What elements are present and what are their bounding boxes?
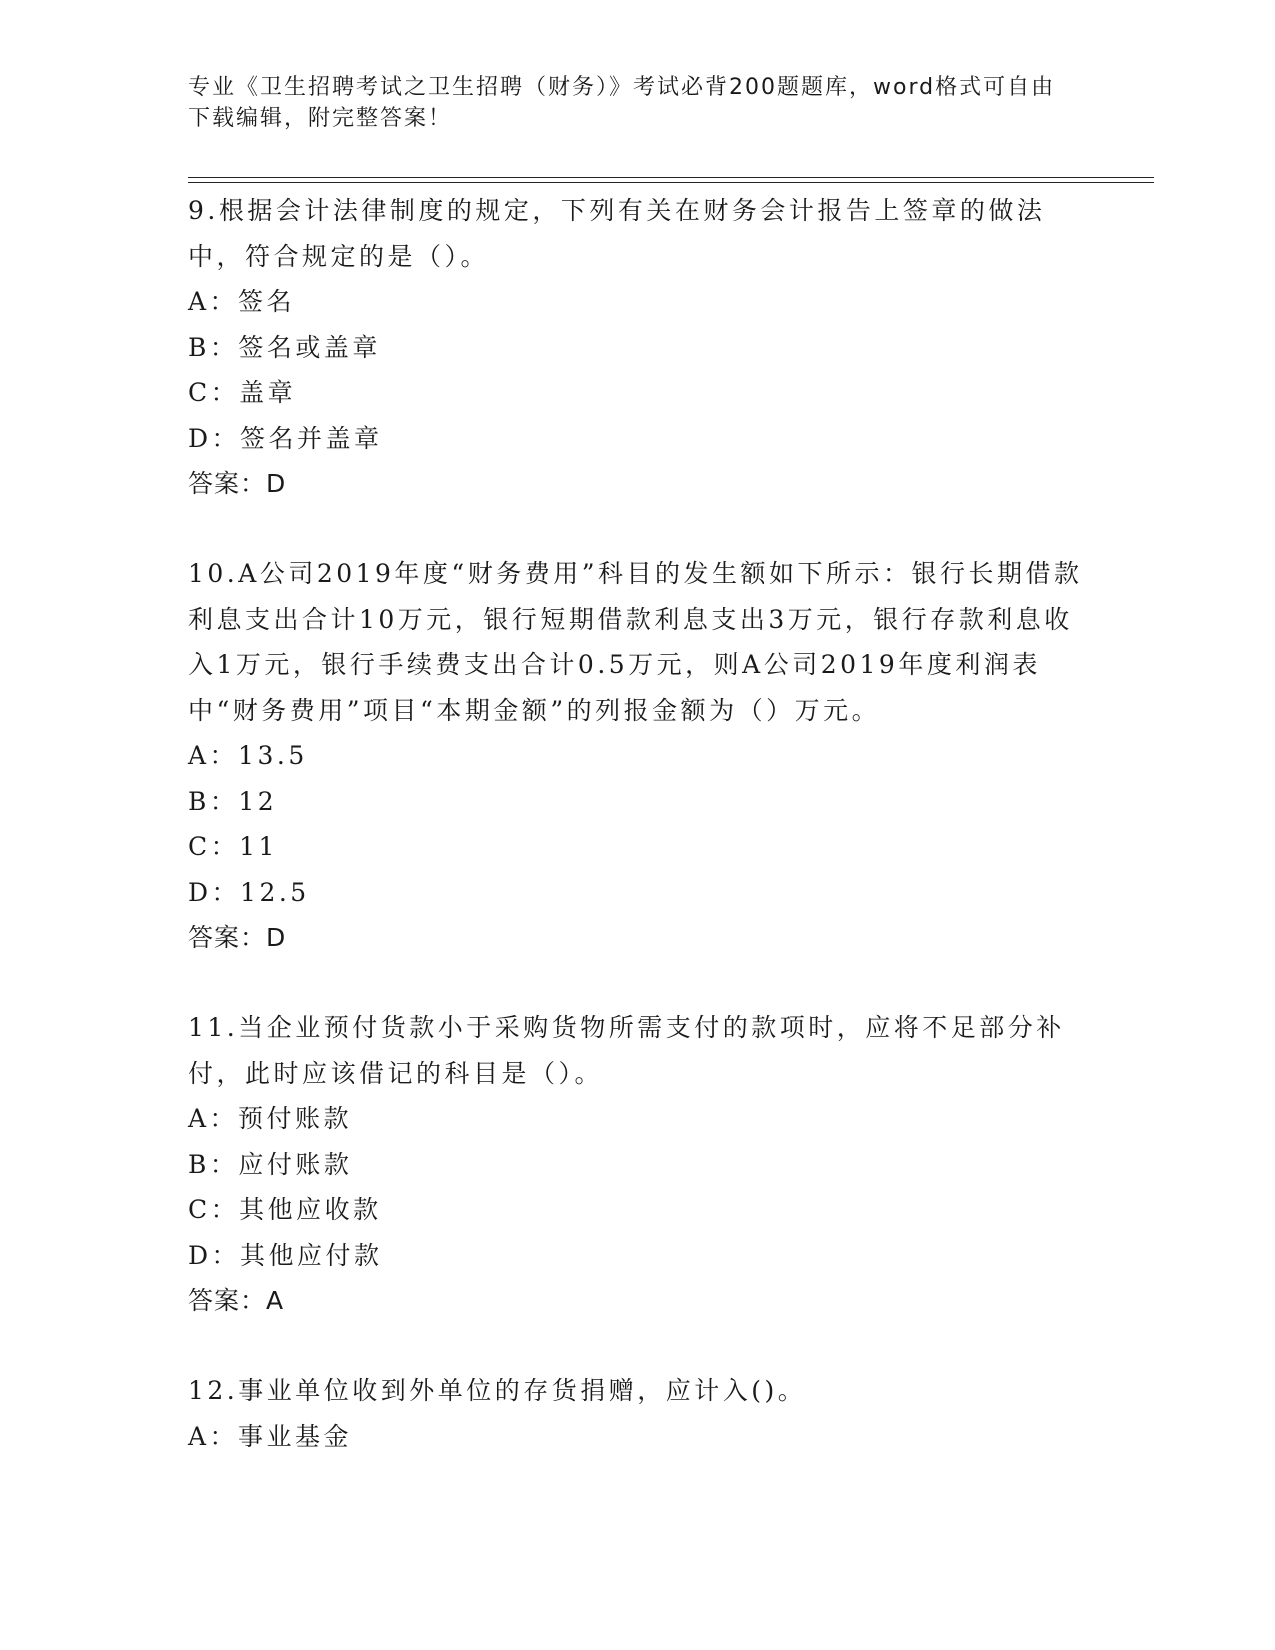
question-11: [188, 1005, 1088, 1324]
option-b: B：12: [188, 786, 278, 816]
option-b: B：应付账款: [188, 1149, 353, 1179]
question-12: [188, 1368, 1088, 1459]
header-divider-top: [188, 177, 1154, 178]
answer-line: 答案：D: [188, 469, 287, 498]
document-header: 专业《卫生招聘考试之卫生招聘（财务）》考试必背200题题库，word格式可自由下载编辑，附完整答案！: [188, 75, 1056, 131]
option-a: A：签名: [188, 287, 296, 316]
question-stem: 10.A公司2019年度“财务费用”科目的发生额如下所示：银行长期借款利息支出合计10万元，银行短期借款利息支出3万元，银行存款利息收入1万元，银行手续费支出合计0.5万元，则A公司2019年度利润表中“财务费用”项目“本期金额”的列报金额为（）万元。: [188, 559, 1083, 725]
header-divider-bottom: [188, 182, 1154, 183]
question-stem: 12.事业单位收到外单位的存货捐赠，应计入()。: [188, 1376, 807, 1405]
option-d: D：12.5: [188, 877, 310, 907]
answer-line: 答案：A: [188, 1286, 285, 1315]
option-a: A：13.5: [188, 741, 308, 770]
option-d: D：其他应付款: [188, 1240, 383, 1270]
answer-line: 答案：D: [188, 923, 287, 952]
question-stem: 9.根据会计法律制度的规定，下列有关在财务会计报告上签章的做法中，符合规定的是（）。: [188, 196, 1046, 271]
option-a: A：事业基金: [188, 1421, 353, 1451]
option-d: D：签名并盖章: [188, 423, 383, 453]
question-9: [188, 188, 1088, 507]
option-a: A：预付账款: [188, 1104, 353, 1133]
option-c: C：其他应收款: [188, 1195, 382, 1224]
option-b: B：签名或盖章: [188, 332, 381, 362]
option-c: C：盖章: [188, 378, 297, 407]
question-stem: 11.当企业预付货款小于采购货物所需支付的款项时，应将不足部分补付，此时应该借记的科目是（）。: [188, 1013, 1065, 1088]
question-10: [188, 551, 1088, 961]
option-c: C：11: [188, 832, 278, 861]
question-list: [188, 188, 1088, 1503]
